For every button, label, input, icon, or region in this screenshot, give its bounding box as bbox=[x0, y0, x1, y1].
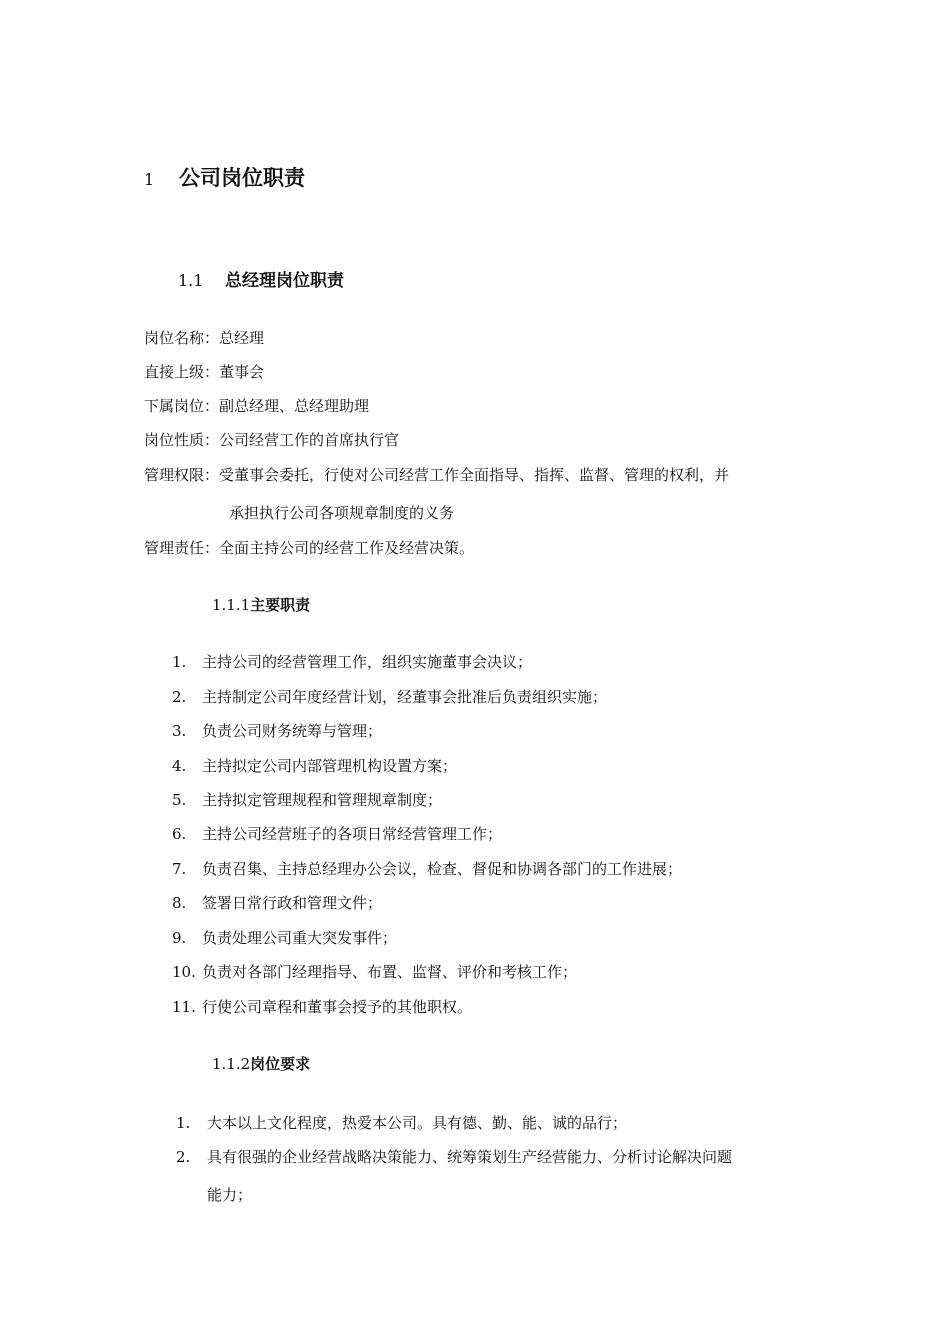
heading-3-title: 岗位要求 bbox=[250, 1055, 311, 1073]
info-line-position-name bbox=[144, 328, 264, 348]
heading-2-title: 总经理岗位职责 bbox=[225, 271, 344, 291]
info-line-subordinates bbox=[144, 396, 369, 416]
info-value: 董事会 bbox=[219, 363, 265, 381]
info-label: 管理责任： bbox=[144, 539, 220, 557]
info-value: 全面主持公司的经营工作及经营决策。 bbox=[219, 539, 475, 557]
heading-1-number: 1 bbox=[144, 170, 155, 189]
info-line-nature bbox=[144, 430, 399, 450]
heading-3-number: 1.1.2 bbox=[212, 1055, 251, 1073]
info-label: 岗位性质： bbox=[144, 431, 220, 449]
info-value: 公司经营工作的首席执行官 bbox=[219, 431, 400, 449]
document-page: 1 公司岗位职责 1.1 总经理岗位职责 岗位名称：总经理 直接上级：董事会 下属岗位：副总经理、总经理助理 岗位性质：公司经营工作的首席执行官 管理权限：受董事会委托，行使对公司经营工作全面指导、指挥、监督、管理的权利，并 承担执行公司各项规章制度的义务 管理责任：全面主持公司的经营工作及经营决策。 1.1.1主要职责 1. 主持公司的经营管理工作，组织实施董事会决议； 2. 主持制定公司年度经营计划，经董事会批准后负责组织实施； 3. 负责公司财务统筹与管理； 4. 主持拟定公司内部管理机构设置方案； 5. 主持拟定管理规程和管理规章制度； 6. 主持公司经营班子的各项日常经营管理工作； 7. 负责召集、主持总经理办公会议，检查、督促和协调各部门的工作进展； 8. 签署日常行政和管理文件； 9. 负责处理公司重大突发事件； 10. 负责对各部门经理指导、布置、监督、评价和考核工作； 11. 行使公司章程和董事会授予的其他职权。 1.1.2岗位要求 1. 大本以上文化程度，热爱本公司。具有德、勤、能、诚的品行； 2. 具有很强的企业经营战略决策能力、统筹策划生产经营能力、分析讨论解决问题 能力； bbox=[0, 0, 950, 1344]
info-value: 副总经理、总经理助理 bbox=[219, 397, 370, 415]
info-value: 总经理 bbox=[219, 329, 265, 347]
heading-3-title: 主要职责 bbox=[250, 596, 311, 614]
heading-3-requirements bbox=[212, 1053, 310, 1074]
heading-2 bbox=[178, 266, 344, 291]
info-label: 岗位名称： bbox=[144, 329, 220, 347]
info-line-responsibility bbox=[144, 538, 474, 558]
info-line-superior bbox=[144, 362, 264, 382]
info-label: 管理权限： bbox=[144, 466, 220, 484]
heading-3-number: 1.1.1 bbox=[212, 596, 251, 614]
heading-2-number: 1.1 bbox=[178, 271, 204, 290]
heading-1-title: 公司岗位职责 bbox=[179, 165, 305, 190]
info-value: 受董事会委托，行使对公司经营工作全面指导、指挥、监督、管理的权利，并 bbox=[219, 466, 730, 484]
info-line-authority bbox=[144, 465, 730, 522]
info-value-continuation: 承担执行公司各项规章制度的义务 bbox=[229, 504, 455, 522]
heading-3-main-duties bbox=[212, 594, 310, 615]
heading-1 bbox=[144, 162, 305, 192]
info-label: 下属岗位： bbox=[144, 397, 220, 415]
list-item-continuation: 能力； bbox=[207, 1186, 253, 1204]
info-label: 直接上级： bbox=[144, 363, 220, 381]
